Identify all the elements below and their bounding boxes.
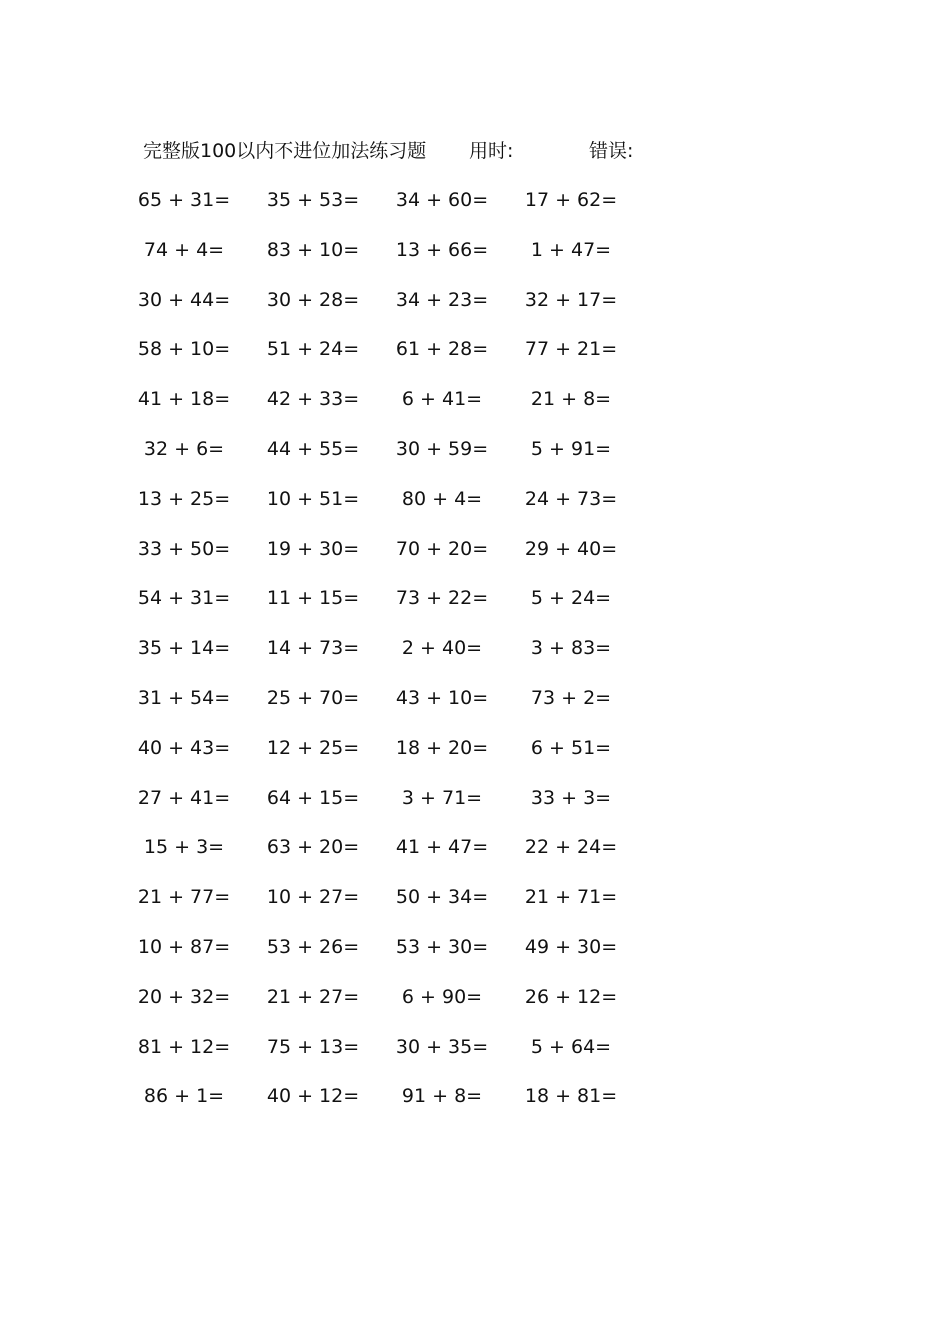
addition-problem: 30 + 35= bbox=[395, 1035, 489, 1058]
addition-problem: 42 + 33= bbox=[266, 388, 360, 411]
addition-problem: 3 + 83= bbox=[530, 637, 612, 660]
addition-problem: 75 + 13= bbox=[266, 1035, 360, 1058]
problem-row bbox=[137, 382, 663, 432]
addition-problem: 32 + 6= bbox=[143, 437, 225, 460]
addition-problem: 24 + 73= bbox=[524, 487, 618, 510]
addition-problem: 40 + 43= bbox=[137, 736, 231, 759]
addition-problem: 35 + 53= bbox=[266, 189, 360, 211]
problem-grid bbox=[137, 183, 663, 1129]
addition-problem: 31 + 54= bbox=[137, 686, 231, 709]
problem-row bbox=[137, 781, 663, 831]
addition-problem: 18 + 20= bbox=[395, 736, 489, 759]
problem-row bbox=[137, 482, 663, 532]
problem-row bbox=[137, 1030, 663, 1080]
problem-row bbox=[143, 233, 663, 283]
addition-problem: 77 + 21= bbox=[524, 338, 618, 361]
problem-row bbox=[137, 880, 663, 930]
problem-row bbox=[137, 332, 663, 382]
addition-problem: 63 + 20= bbox=[266, 836, 360, 859]
problem-row bbox=[137, 283, 663, 333]
addition-problem: 25 + 70= bbox=[266, 686, 360, 709]
addition-problem: 44 + 55= bbox=[266, 437, 360, 460]
addition-problem: 49 + 30= bbox=[524, 935, 618, 958]
addition-problem: 33 + 50= bbox=[137, 537, 231, 560]
addition-problem: 80 + 4= bbox=[401, 487, 483, 510]
time-label: 用时: bbox=[469, 140, 514, 162]
problem-row bbox=[137, 731, 663, 781]
addition-problem: 10 + 87= bbox=[137, 935, 231, 958]
addition-problem: 32 + 17= bbox=[524, 288, 618, 311]
addition-problem: 2 + 40= bbox=[401, 637, 483, 660]
addition-problem: 5 + 24= bbox=[530, 587, 612, 610]
addition-problem: 74 + 4= bbox=[143, 238, 225, 261]
problem-row bbox=[143, 1079, 663, 1129]
addition-problem: 21 + 27= bbox=[266, 985, 360, 1008]
addition-problem: 35 + 14= bbox=[137, 637, 231, 660]
addition-problem: 86 + 1= bbox=[143, 1085, 225, 1108]
addition-problem: 40 + 12= bbox=[266, 1085, 360, 1108]
problem-row bbox=[137, 930, 663, 980]
addition-problem: 41 + 18= bbox=[137, 388, 231, 411]
addition-problem: 30 + 59= bbox=[395, 437, 489, 460]
addition-problem: 65 + 31= bbox=[137, 189, 231, 211]
addition-problem: 12 + 25= bbox=[266, 736, 360, 759]
problem-row bbox=[137, 980, 663, 1030]
addition-problem: 43 + 10= bbox=[395, 686, 489, 709]
addition-problem: 20 + 32= bbox=[137, 985, 231, 1008]
addition-problem: 3 + 71= bbox=[401, 786, 483, 809]
problem-row bbox=[137, 631, 663, 681]
problem-row bbox=[143, 432, 663, 482]
addition-problem: 50 + 34= bbox=[395, 886, 489, 909]
addition-problem: 30 + 44= bbox=[137, 288, 231, 311]
worksheet-title: 完整版100以内不进位加法练习题 bbox=[143, 140, 427, 162]
problem-row bbox=[137, 681, 663, 731]
addition-problem: 54 + 31= bbox=[137, 587, 231, 610]
problem-row bbox=[143, 830, 663, 880]
addition-problem: 6 + 51= bbox=[530, 736, 612, 759]
addition-problem: 91 + 8= bbox=[401, 1085, 483, 1108]
addition-problem: 81 + 12= bbox=[137, 1035, 231, 1058]
addition-problem: 53 + 26= bbox=[266, 935, 360, 958]
addition-problem: 21 + 71= bbox=[524, 886, 618, 909]
addition-problem: 64 + 15= bbox=[266, 786, 360, 809]
addition-problem: 14 + 73= bbox=[266, 637, 360, 660]
addition-problem: 26 + 12= bbox=[524, 985, 618, 1008]
addition-problem: 34 + 60= bbox=[395, 189, 489, 211]
addition-problem: 17 + 62= bbox=[524, 189, 618, 211]
addition-problem: 22 + 24= bbox=[524, 836, 618, 859]
addition-problem: 6 + 41= bbox=[401, 388, 483, 411]
addition-problem: 27 + 41= bbox=[137, 786, 231, 809]
problem-row bbox=[137, 532, 663, 582]
addition-problem: 21 + 77= bbox=[137, 886, 231, 909]
addition-problem: 30 + 28= bbox=[266, 288, 360, 311]
addition-problem: 51 + 24= bbox=[266, 338, 360, 361]
addition-problem: 10 + 51= bbox=[266, 487, 360, 510]
addition-problem: 61 + 28= bbox=[395, 338, 489, 361]
addition-problem: 15 + 3= bbox=[143, 836, 225, 859]
addition-problem: 5 + 64= bbox=[530, 1035, 612, 1058]
addition-problem: 73 + 22= bbox=[395, 587, 489, 610]
addition-problem: 29 + 40= bbox=[524, 537, 618, 560]
addition-problem: 6 + 90= bbox=[401, 985, 483, 1008]
addition-problem: 33 + 3= bbox=[530, 786, 612, 809]
addition-problem: 21 + 8= bbox=[530, 388, 612, 411]
worksheet-header bbox=[143, 134, 843, 168]
addition-problem: 13 + 25= bbox=[137, 487, 231, 510]
error-label: 错误: bbox=[589, 140, 634, 162]
addition-problem: 41 + 47= bbox=[395, 836, 489, 859]
addition-problem: 11 + 15= bbox=[266, 587, 360, 610]
addition-problem: 1 + 47= bbox=[530, 238, 612, 261]
addition-problem: 73 + 2= bbox=[530, 686, 612, 709]
addition-problem: 13 + 66= bbox=[395, 238, 489, 261]
addition-problem: 18 + 81= bbox=[524, 1085, 618, 1108]
addition-problem: 83 + 10= bbox=[266, 238, 360, 261]
addition-problem: 34 + 23= bbox=[395, 288, 489, 311]
addition-problem: 5 + 91= bbox=[530, 437, 612, 460]
addition-problem: 10 + 27= bbox=[266, 886, 360, 909]
problem-row bbox=[137, 183, 663, 233]
problem-row bbox=[137, 581, 663, 631]
addition-problem: 53 + 30= bbox=[395, 935, 489, 958]
addition-problem: 19 + 30= bbox=[266, 537, 360, 560]
addition-problem: 70 + 20= bbox=[395, 537, 489, 560]
addition-problem: 58 + 10= bbox=[137, 338, 231, 361]
